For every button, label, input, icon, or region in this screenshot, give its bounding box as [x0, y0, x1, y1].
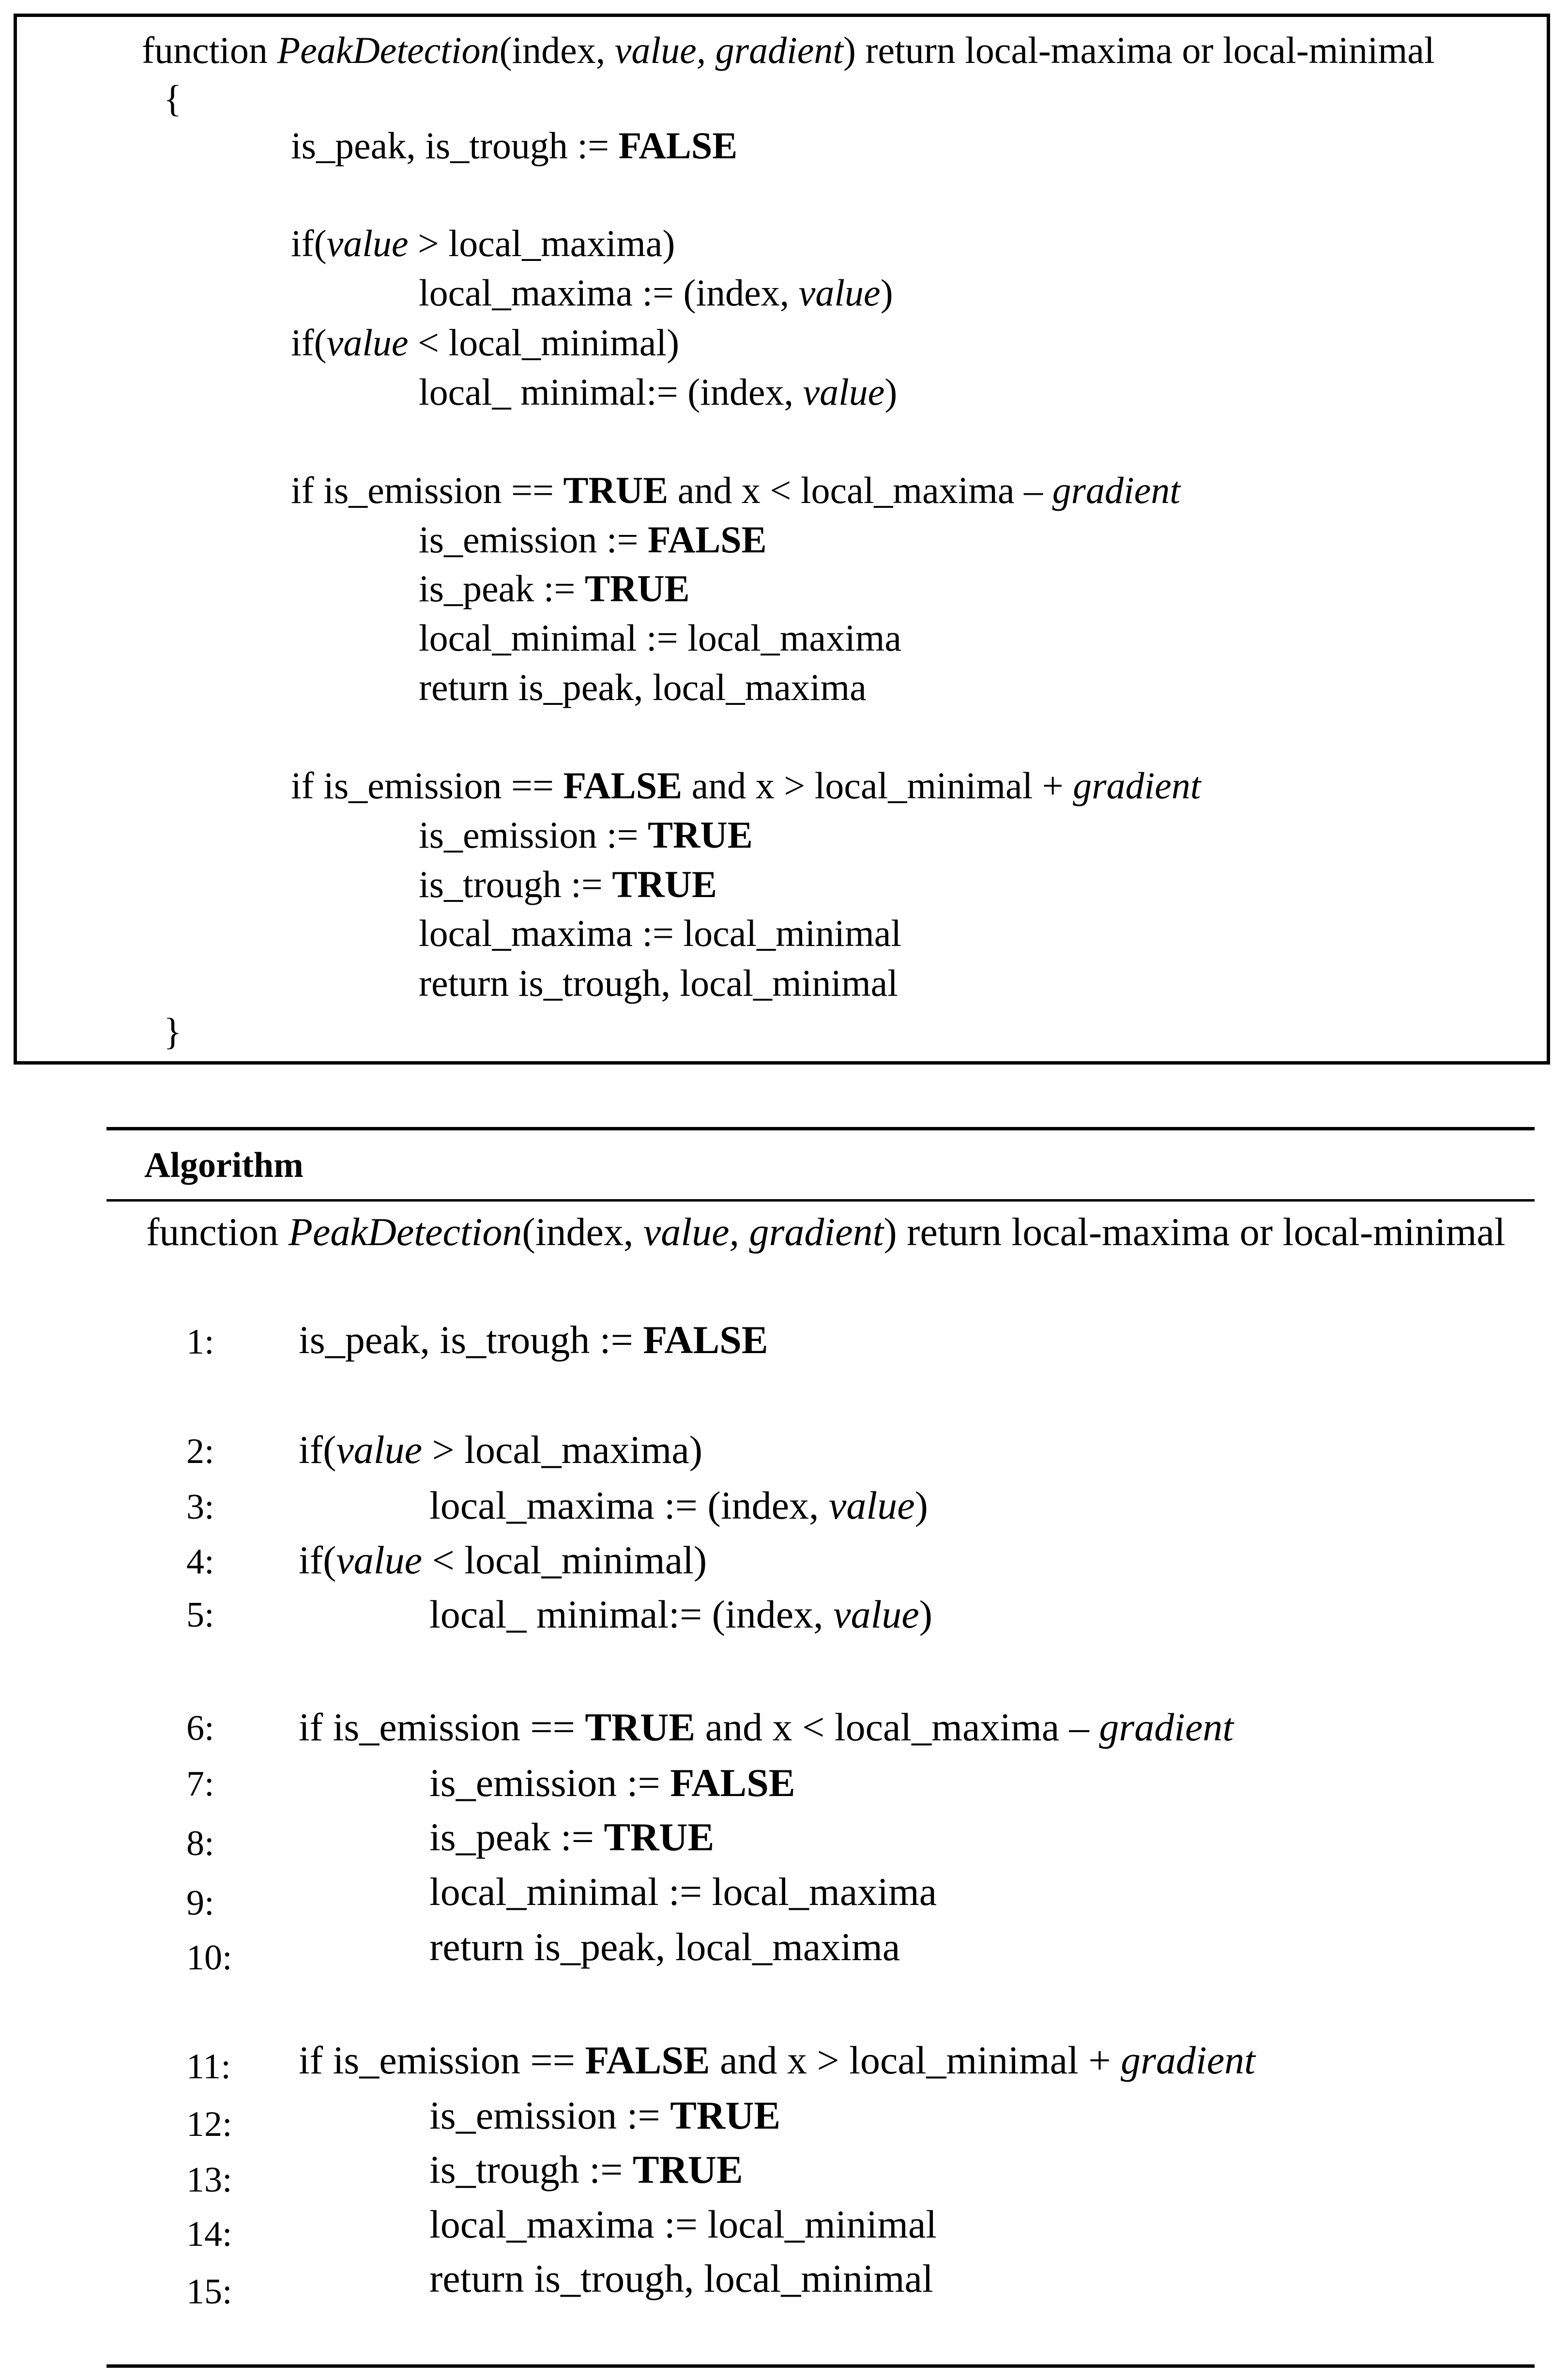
function-signature: function PeakDetection(index, value, gradient) return local-maxima or local-minimal: [142, 29, 1435, 71]
line-number: 2:: [186, 1432, 214, 1471]
algorithm-header: Algorithm: [144, 1145, 304, 1185]
line-number: 8:: [186, 1824, 214, 1863]
table-bottom-rule: [107, 2364, 1535, 2368]
code-line-12: is_emission := TRUE: [419, 814, 753, 856]
code-line-1: is_peak, is_trough := FALSE: [291, 124, 738, 167]
algo-line-12: is_emission := TRUE: [429, 2093, 781, 2137]
algo-line-1: is_peak, is_trough := FALSE: [299, 1318, 768, 1362]
code-line-6: if is_emission == TRUE and x < local_maxima – gradient: [291, 469, 1180, 511]
code-line-3: local_maxima := (index, value): [419, 272, 893, 314]
code-line-14: local_maxima := local_minimal: [419, 912, 902, 954]
code-line-15: return is_trough, local_minimal: [419, 962, 898, 1004]
close-brace: }: [164, 1010, 182, 1052]
line-number: 10:: [186, 1938, 232, 1978]
algo-line-2: if(value > local_maxima): [299, 1428, 703, 1472]
line-number: 14:: [186, 2214, 232, 2254]
algo-line-4: if(value < local_minimal): [299, 1538, 707, 1582]
line-number: 5:: [186, 1595, 214, 1635]
code-line-9: local_minimal := local_maxima: [419, 617, 902, 659]
line-number: 1:: [186, 1322, 214, 1362]
algo-line-11: if is_emission == FALSE and x > local_minimal + gradient: [299, 2038, 1255, 2082]
line-number: 9:: [186, 1883, 214, 1923]
algo-line-8: is_peak := TRUE: [429, 1815, 715, 1859]
code-line-4: if(value < local_minimal): [291, 321, 680, 364]
line-number: 6:: [186, 1708, 214, 1748]
table-top-rule: [107, 1127, 1535, 1130]
code-line-7: is_emission := FALSE: [419, 518, 767, 561]
code-line-5: local_ minimal:= (index, value): [419, 371, 898, 413]
line-number: 7:: [186, 1764, 214, 1804]
table-header-rule: [107, 1199, 1535, 1202]
algo-line-5: local_ minimal:= (index, value): [429, 1592, 933, 1636]
code-line-10: return is_peak, local_maxima: [419, 666, 867, 708]
algo-line-15: return is_trough, local_minimal: [429, 2256, 933, 2300]
line-number: 13:: [186, 2160, 232, 2200]
line-number: 3:: [186, 1487, 214, 1527]
algo-line-13: is_trough := TRUE: [429, 2148, 743, 2192]
line-number: 12:: [186, 2104, 232, 2144]
algo-line-10: return is_peak, local_maxima: [429, 1925, 900, 1969]
open-brace: {: [164, 77, 182, 120]
algo-line-9: local_minimal := local_maxima: [429, 1870, 937, 1914]
code-line-2: if(value > local_maxima): [291, 222, 675, 264]
line-number: 15:: [186, 2272, 232, 2312]
algo-line-7: is_emission := FALSE: [429, 1761, 795, 1805]
code-line-11: if is_emission == FALSE and x > local_minimal + gradient: [291, 764, 1201, 807]
pseudocode-box: [14, 14, 1550, 1065]
code-line-13: is_trough := TRUE: [419, 863, 717, 905]
algo-line-14: local_maxima := local_minimal: [429, 2202, 937, 2246]
code-line-8: is_peak := TRUE: [419, 567, 690, 609]
line-number: 11:: [186, 2047, 231, 2087]
algo-line-3: local_maxima := (index, value): [429, 1483, 928, 1527]
line-number: 4:: [186, 1542, 214, 1582]
algorithm-signature: function PeakDetection(index, value, gradient) return local-maxima or local-minimal: [146, 1210, 1506, 1254]
algo-line-6: if is_emission == TRUE and x < local_maxima – gradient: [299, 1705, 1234, 1749]
